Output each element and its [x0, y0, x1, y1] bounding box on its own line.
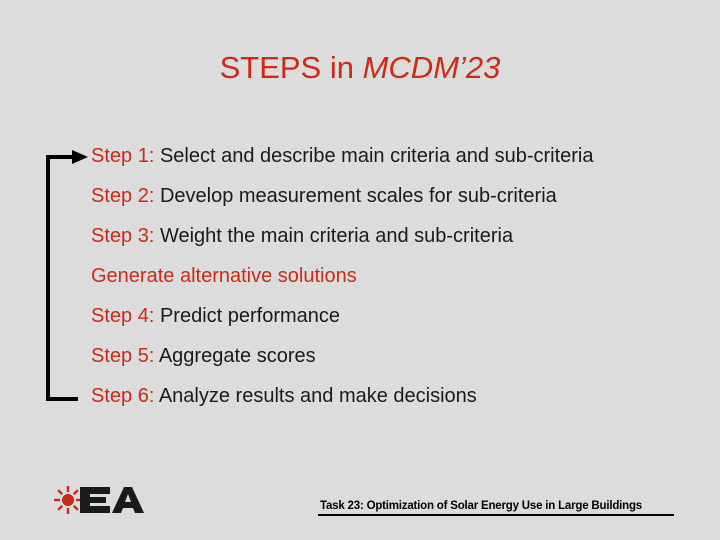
step-item [91, 181, 593, 221]
step-text: Develop measurement scales for sub-criteria [154, 185, 557, 207]
step-text: Select and describe main criteria and sub-criteria [154, 145, 594, 167]
slide-title-italic: MCDM’23 [362, 50, 501, 85]
step-text: Predict performance [154, 305, 341, 327]
step-text: Analyze results and make decisions [154, 385, 477, 407]
step-text: Generate alternative solutions [91, 265, 357, 287]
generate-alternatives-item [91, 261, 593, 301]
footer-text: Task 23: Optimization of Solar Energy Use in Large Buildings [320, 500, 642, 512]
step-item [91, 381, 593, 421]
slide-title [0, 50, 720, 86]
steps-list [91, 141, 593, 421]
step-number: Step 6: [91, 385, 155, 407]
iea-sun-logo [54, 484, 146, 516]
step-item [91, 221, 593, 261]
step-item [91, 141, 593, 181]
loop-arrow-icon [44, 147, 90, 403]
step-item [91, 341, 593, 381]
slide-title-plain: STEPS in [219, 50, 363, 85]
step-text: Weight the main criteria and sub-criteria [154, 225, 514, 247]
step-number: Step 3: [91, 225, 155, 247]
step-number: Step 1: [91, 145, 155, 167]
step-text: Aggregate scores [154, 345, 316, 367]
step-number: Step 2: [91, 185, 155, 207]
step-item [91, 301, 593, 341]
step-number: Step 5: [91, 345, 155, 367]
footer-divider [318, 514, 674, 516]
step-number: Step 4: [91, 305, 155, 327]
